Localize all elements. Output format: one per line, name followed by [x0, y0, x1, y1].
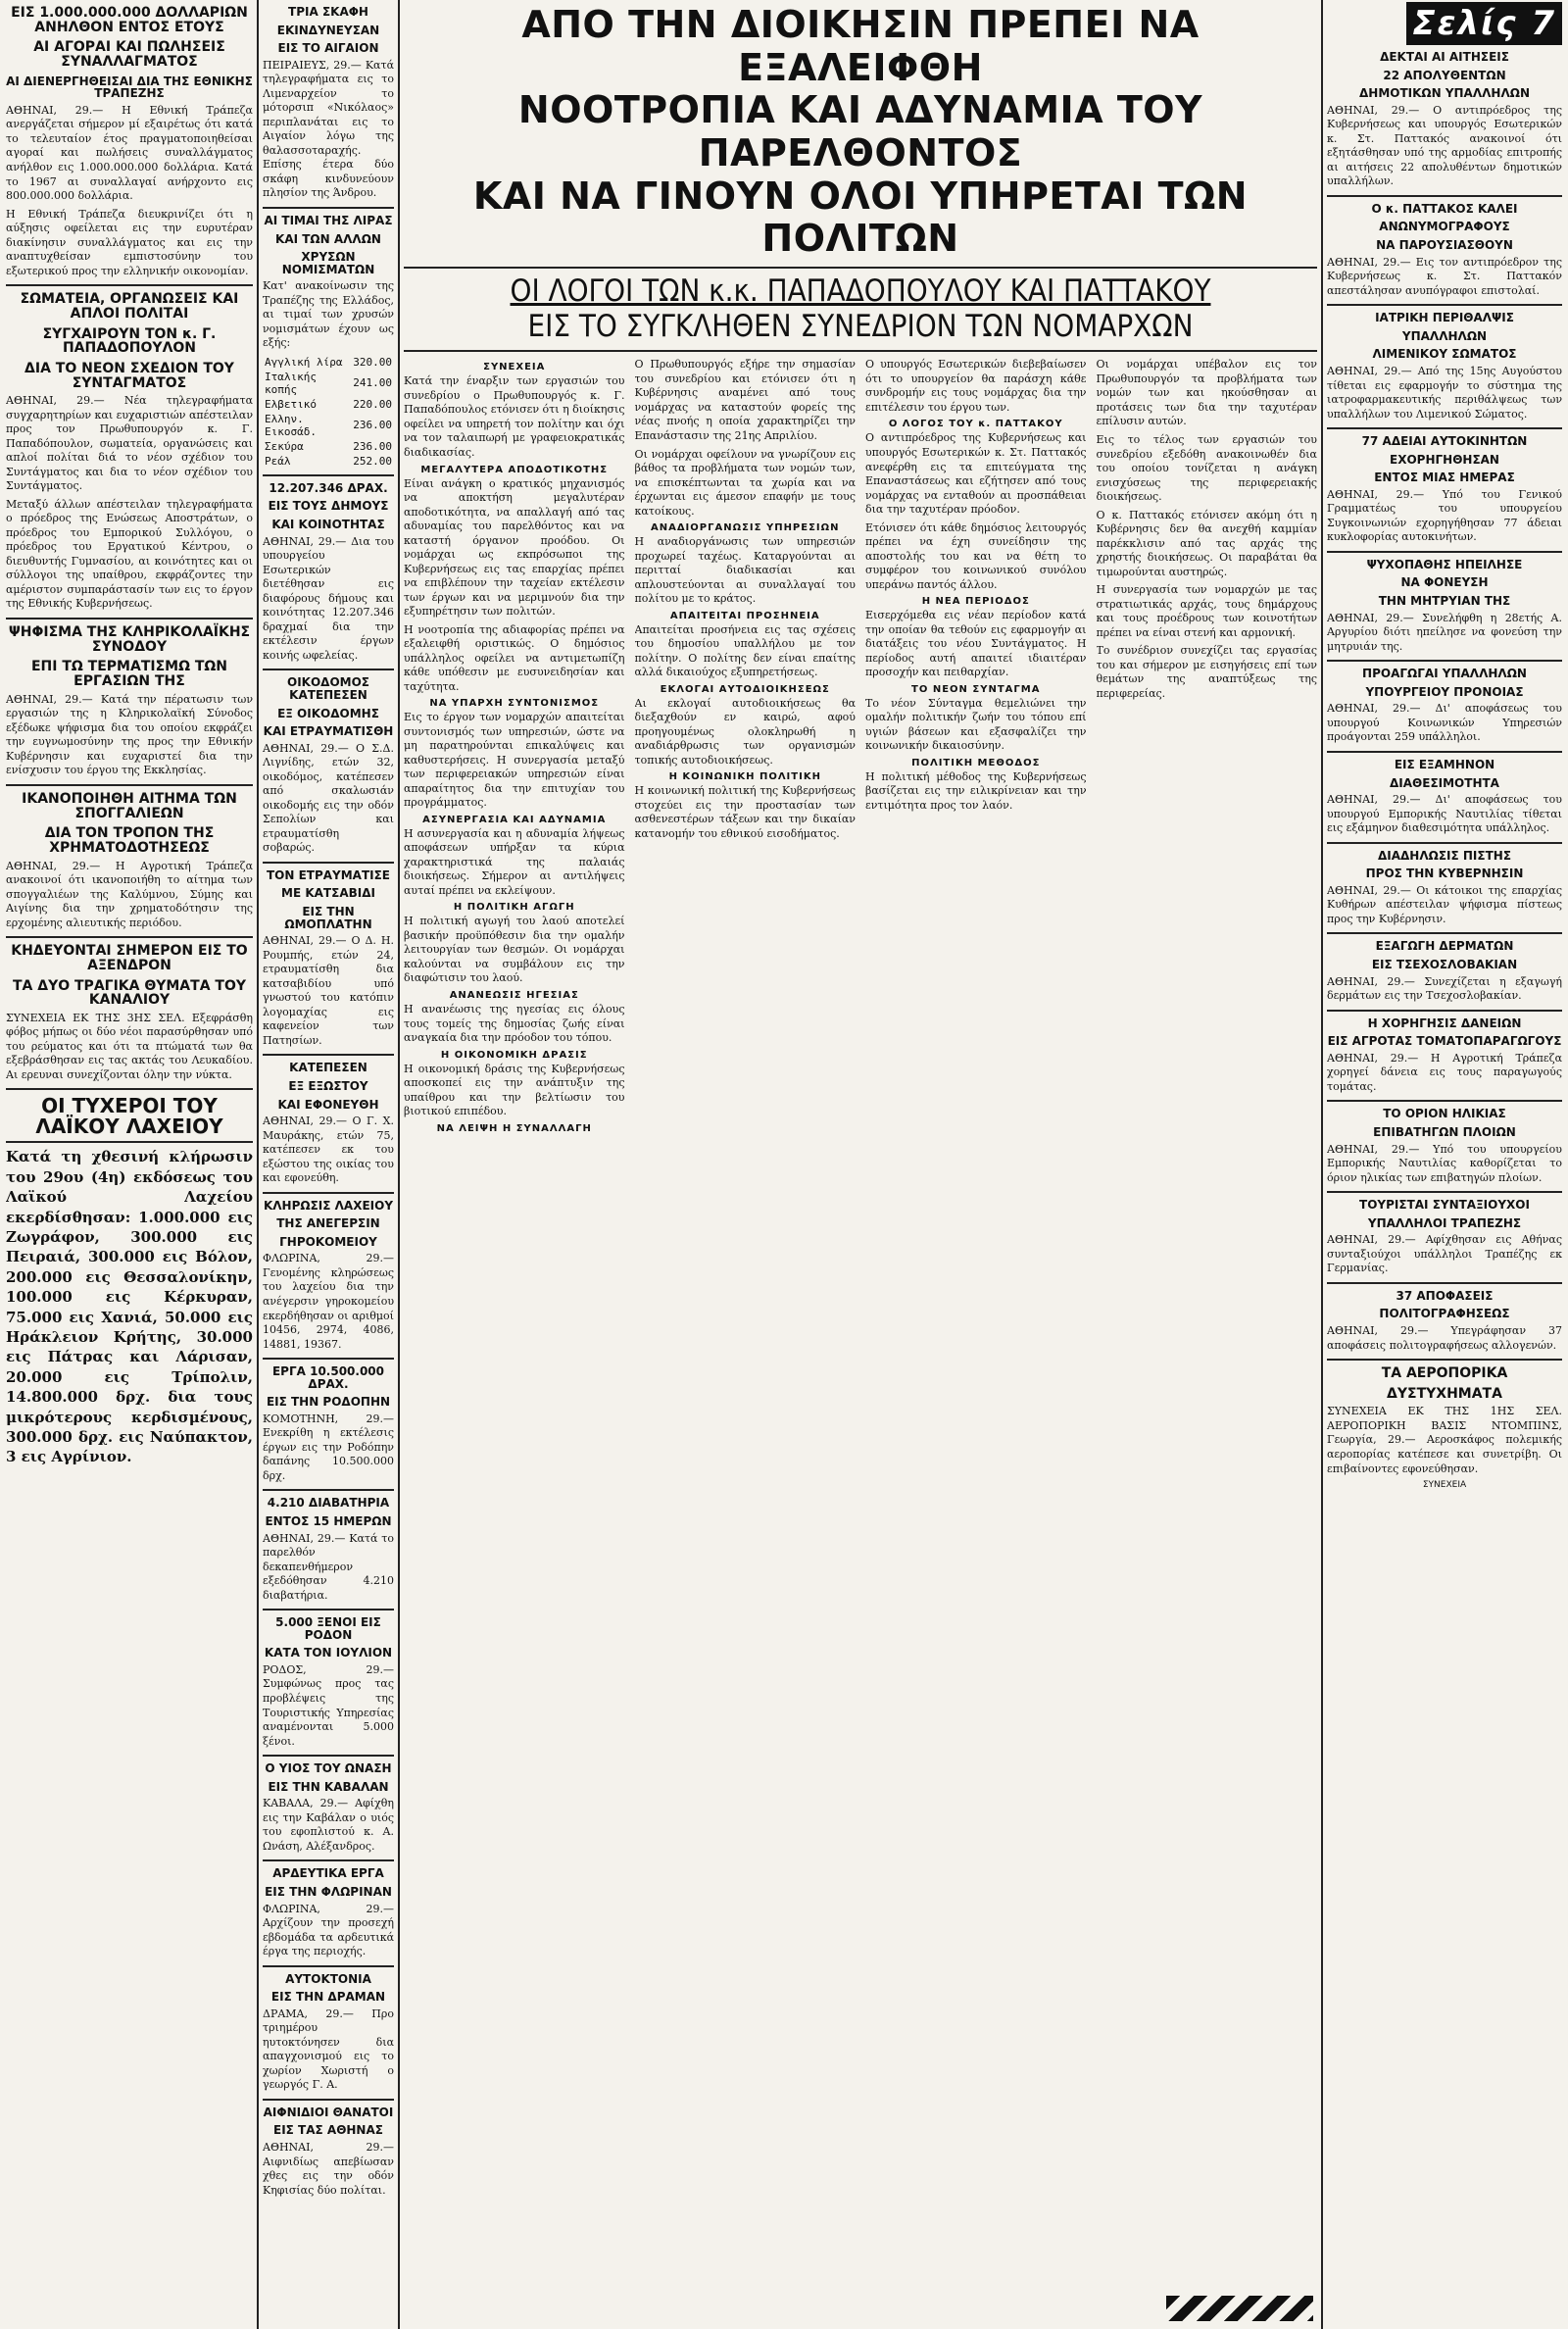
headline-municipal-c: ΚΑΙ ΚΟΙΝΟΤΗΤΑΣ — [271, 518, 385, 532]
gold-coin-price: 220.00 — [353, 397, 392, 411]
headline-tourists-a: ΤΟΥΡΙΣΤΑΙ ΣΥΝΤΑΞΙΟΥΧΟΙ — [1359, 1198, 1530, 1213]
headline-unions-c: ΔΙΑ ΤΟ ΝΕΟΝ ΣΧΕΔΙΟΝ ΤΟΥ ΣΥΝΤΑΓΜΑΤΟΣ — [24, 360, 234, 391]
article-dismissed: ΑΘΗΝΑΙ, 29.— Ο αντιπρόεδρος της Κυβερνήσεως και υπουργός Εσωτερικών κ. Στ. Παττακός ανακοινοί ότι εξητάσθησαν υπό της αρμοδίας επιτροπής αι αιτήσεις 22 απολυθέντων δημοτικών υπαλλήλων. — [1327, 103, 1562, 188]
headline-suspension-b: ΔΙΑΘΕΣΙΜΟΤΗΤΑ — [1390, 775, 1499, 790]
lead-col-2: Ο Πρωθυπουργός εξήρε την σημασίαν του συνεδρίου και ετόνισεν ότι η Κυβέρνησις αναμένει από τους νομάρχας να καταστούν φορείς της νέας πνοής η οποία χαρακτηρίζει την Επανάστασιν της 21ης Απριλίου. Οι νομάρχαι οφείλουν να γνωρίζουν εις βάθος τα προβλήματα των νομών των, να επισκέπτωνται τα χωρία και να έρχωνται εις άμεσον επαφήν με τους κατοίκους. ΑΝΑΔΙΟΡΓΑΝΩΣΙΣ ΥΠΗΡΕΣΙΩΝ Η αναδιοργάνωσις των υπηρεσιών προχωρεί ταχέως. Καταργούνται αι περιτταί διαδικασίαι και απλουστεύονται αι συναλλαγαί του πολίτου με το κράτος. ΑΠΑΙΤΕΙΤΑΙ ΠΡΟΣΗΝΕΙΑ Απαιτείται προσήνεια εις τας σχέσεις του δημοσίου υπαλλήλου με τον πολίτην. Ο πολίτης δεν είναι επαίτης αλλά δικαιούχος εξυπηρετήσεως. ΕΚΛΟΓΑΙ ΑΥΤΟΔΙΟΙΚΗΣΕΩΣ Αι εκλογαί αυτοδιοικήσεως θα διεξαχθούν εν καιρώ, αφού προηγουμένως ολοκληρωθή η αναδιάρθρωσις των οργανισμών τοπικής αυτοδιοικήσεως. Η ΚΟΙΝΩΝΙΚΗ ΠΟΛΙΤΙΚΗ Η κοινωνική πολιτική της Κυβερνήσεως στοχεύει εις την προστασίαν των ασθενεστέρων τάξεων και την δικαίαν κατανομήν του εθνικού εισοδήματος. — [634, 358, 856, 840]
headline-onassis-b: ΕΙΣ ΤΗΝ ΚΑΒΑΛΑΝ — [268, 1779, 389, 1794]
gold-coin-name: Σεκύρα — [265, 439, 304, 453]
headline-balcony-c: ΚΑΙ ΕΦΟΝΕΥΘΗ — [277, 1097, 379, 1112]
gold-coin-price: 252.00 — [353, 454, 392, 468]
headline-naturalisation-a: 37 ΑΠΟΦΑΣΕΙΣ — [1396, 1288, 1494, 1303]
headline-naturalisation-b: ΠΟΛΙΤΟΓΡΑΦΗΣΕΩΣ — [1379, 1307, 1510, 1321]
lead-col-3: Ο υπουργός Εσωτερικών διεβεβαίωσεν ότι το υπουργείον θα παράσχη κάθε συνδρομήν εις τους νομάρχας δια την επιτέλεσιν του έργου των. Ο ΛΟΓΟΣ ΤΟΥ κ. ΠΑΤΤΑΚΟΥ Ο αντιπρόεδρος της Κυβερνήσεως και υπουργός Εσωτερικών κ. Στ. Παττακός ανεφέρθη εις τα επιτεύγματα της Επαναστάσεως και εζήτησεν από τους νομάρχας να ενταθούν αι προσπάθειαι δια την ταχυτέραν πρόοδον. Ετόνισεν ότι κάθε δημόσιος λειτουργός πρέπει να έχη συνείδησιν της αποστολής του και να θέτη το συμφέρον του κοινωνικού συνόλου υπεράνω παντός άλλου. Η ΝΕΑ ΠΕΡΙΟΔΟΣ Εισερχόμεθα εις νέαν περίοδον κατά την οποίαν θα τεθούν εις εφαρμογήν αι διατάξεις του νέου Συντάγματος. Η περίοδος αυτή απαιτεί ιδιαιτέραν προσοχήν και πειθαρχίαν. ΤΟ ΝΕΟΝ ΣΥΝΤΑΓΜΑ Το νέον Σύνταγμα θεμελιώνει την ομαλήν πολιτικήν ζωήν του τόπου επί υγιών βάσεων και εξασφαλίζει την κοινωνικήν δικαιοσύνην. ΠΟΛΙΤΙΚΗ ΜΕΘΟΔΟΣ Η πολιτική μέθοδος της Κυβερνήσεως βασίζεται εις την ειλικρίνειαν και την εντιμότητα προς τον λαόν. — [865, 358, 1087, 812]
headline-unions-b: ΣΥΓΧΑΙΡΟΥΝ ΤΟΝ κ. Γ. ΠΑΠΑΔΟΠΟΥΛΟΝ — [42, 325, 217, 357]
headline-municipal-a: 12.207.346 ΔΡΑΧ. — [269, 480, 388, 495]
headline-builder-a: ΟΙΚΟΔΟΜΟΣ ΚΑΤΕΠΕΣΕΝ — [287, 675, 369, 702]
gold-coin-name: Αγγλική λίρα — [265, 355, 343, 369]
left-column — [6, 0, 253, 2329]
gold-coin-price: 236.00 — [353, 419, 392, 432]
headline-air-accidents-a: ΤΑ ΑΕΡΟΠΟΡΙΚΑ — [1381, 1365, 1508, 1382]
decorative-footer-band — [1166, 2296, 1313, 2321]
headline-synod-b: ΕΠΙ ΤΩ ΤΕΡΜΑΤΙΣΜΩ ΤΩΝ ΕΡΓΑΣΙΩΝ ΤΗΣ — [30, 659, 228, 690]
article-balcony: ΑΘΗΝΑΙ, 29.— Ο Γ. Χ. Μαυράκης, ετών 75, κατέπεσεν εκ του εξώστου της οικίας του και εφονεύθη. — [263, 1115, 394, 1185]
headline-passports-b: ΕΝΤΟΣ 15 ΗΜΕΡΩΝ — [265, 1514, 392, 1529]
headline-dollars-b: ΑΙ ΑΓΟΡΑΙ ΚΑΙ ΠΩΛΗΣΕΙΣ ΣΥΝΑΛΛΑΓΜΑΤΟΣ — [33, 39, 225, 71]
article-passports: ΑΘΗΝΑΙ, 29.— Κατά το παρελθόν δεκαπενθήμερον εξεδόθησαν 4.210 διαβατήρια. — [263, 1531, 394, 1602]
headline-psychopath-a: ΨΥΧΟΠΑΘΗΣ ΗΠΕΙΛΗΣΕ — [1366, 557, 1523, 571]
article-naturalisation: ΑΘΗΝΑΙ, 29.— Υπεγράφησαν 37 αποφάσεις πολιτογραφήσεως αλλογενών. — [1327, 1324, 1562, 1352]
article-sponges: ΑΘΗΝΑΙ, 29.— Η Αγροτική Τράπεζα ανακοινοί ότι ικανοποιήθη το αίτημα των σπογγαλιέων της Καλύμνου, Σύμης και Αιγίνης δια την χρηματοδότησιν της ερχομένης αλιευτικής περιόδου. — [6, 859, 253, 929]
article-screwdriver: ΑΘΗΝΑΙ, 29.— Ο Δ. Η. Ρουμπής, ετών 24, ετραυματίσθη δια κατσαβιδίου υπό γνωστού του κατόπιν λογομαχίας εις καφενείον των Πατησίων. — [263, 934, 394, 1047]
headline-balcony-b: ΕΞ ΕΞΩΣΤΟΥ — [288, 1078, 368, 1093]
headline-passports-a: 4.210 ΔΙΑΒΑΤΗΡΙΑ — [267, 1496, 390, 1511]
headline-lottery: ΟΙ ΤΥΧΕΡΟΙ ΤΟΥ ΛΑΪΚΟΥ ΛΑΧΕΙΟΥ — [6, 1096, 253, 1143]
article-ship-age: ΑΘΗΝΑΙ, 29.— Υπό του υπουργείου Εμπορικής Ναυτιλίας καθορίζεται το όριον ηλικίας των επιβατηγών πλοίων. — [1327, 1142, 1562, 1184]
headline-sponges-a: ΙΚΑΝΟΠΟΙΗΘΗ ΑΙΤΗΜΑ ΤΩΝ ΣΠΟΓΓΑΛΙΕΩΝ — [22, 790, 237, 821]
article-unions-p2: Μεταξύ άλλων απέστειλαν τηλεγραφήματα ο πρόεδρος της Ενώσεως Αποστράτων, ο πρόεδρος του Εμπορικού Συλλόγου, ο πρόεδρος του Εργατικού Κέντρου, ο διευθυντής Γυμνασίου, αι κοινότητες και οι σύλλογοι της υπαίθρου, εκφράζοντες την αμέριστον συμπαράστασίν των εις το έργον της Εθνικής Κυβερνήσεως. — [6, 497, 253, 611]
article-dollars-p1: ΑΘΗΝΑΙ, 29.— Η Εθνική Τράπεζα ανεργάζεται σήμερον μί εξαιρέτως ότι κατά το τελευταίον έτος πραγματοποιηθείσαι αγοραί και πωλήσεις συναλλάγματος ανήλθον εις 1.000.000.000 δολλάρια. Κατά το 1967 αι συναλλαγαί ανήρχοντο εις 800.000.000 δολλάρια. — [6, 103, 253, 203]
headline-lottery-draw-b: ΤΗΣ ΑΝΕΓΕΡΣΙΝ — [276, 1216, 380, 1231]
lead-section-8: ΑΠΑΙΤΕΙΤΑΙ ΠΡΟΣΗΝΕΙΑ — [669, 610, 820, 621]
article-medical: ΑΘΗΝΑΙ, 29.— Από της 15ης Αυγούστου τίθεται εις εφαρμογήν το σύστημα της ιατροφαρμακευτικής περιθάλψεως των υπαλλήλων του Λιμενικού Σώματος. — [1327, 364, 1562, 421]
gold-row — [263, 370, 394, 397]
headline-dollars-c: ΑΙ ΔΙΕΝΕΡΓΗΘΕΙΣΑΙ ΔΙΑ ΤΗΣ ΕΘΝΙΚΗΣ ΤΡΑΠΕΖΗΣ — [6, 74, 253, 101]
gold-coin-name: Ιταλικής κοπής — [265, 370, 317, 396]
headline-licences-a: 77 ΑΔΕΙΑΙ ΑΥΤΟΚΙΝΗΤΩΝ — [1361, 434, 1528, 449]
headline-irrigation-b: ΕΙΣ ΤΗΝ ΦΛΩΡΙΝΑΝ — [265, 1884, 392, 1899]
lead-section-3: ΑΣΥΝΕΡΓΑΣΙΑ ΚΑΙ ΑΔΥΝΑΜΙΑ — [422, 814, 607, 825]
headline-loyalty-b: ΠΡΟΣ ΤΗΝ ΚΥΒΕΡΝΗΣΙΝ — [1365, 867, 1524, 881]
headline-screwdriver-c: ΕΙΣ ΤΗΝ ΩΜΟΠΛΑΤΗΝ — [284, 905, 372, 931]
gold-row — [263, 355, 394, 370]
headline-gold-a: ΑΙ ΤΙΜΑΙ ΤΗΣ ΛΙΡΑΣ — [264, 213, 393, 227]
article-synod: ΑΘΗΝΑΙ, 29.— Κατά την πέρατωσιν των εργασιών της η Κληρικολαϊκή Σύνοδος εξέδωκε ψήφισμα δια του οποίου εκφράζει την ευγνωμοσύνην της προς την Εθνικήν Κυβέρνησιν και ευχαριστεί δια την ενίσχυσιν του έργου της Εκκλησίας. — [6, 692, 253, 777]
headline-leather-b: ΕΙΣ ΤΣΕΧΟΣΛΟΒΑΚΙΑΝ — [1371, 958, 1518, 972]
article-lottery-draw: ΦΛΩΡΙΝΑ, 29.— Γενομένης κληρώσεως του λαχείου δια την ανέγερσιν γηροκομείου εκερδήθησαν οι αριθμοί 10456, 2974, 4086, 14881, 19367. — [263, 1252, 394, 1351]
article-irrigation: ΦΛΩΡΙΝΑ, 29.— Αρχίζουν την προσεχή εβδομάδα τα αρδευτικά έργα της περιοχής. — [263, 1902, 394, 1958]
headline-psychopath-c: ΤΗΝ ΜΗΤΡΥΙΑΝ ΤΗΣ — [1378, 594, 1511, 609]
headline-dollars-a: ΕΙΣ 1.000.000.000 ΔΟΛΛΑΡΙΩΝ ΑΝΗΛΘΟΝ ΕΝΤΟΣ ΕΤΟΥΣ — [11, 5, 248, 35]
article-ships: ΠΕΙΡΑΙΕΥΣ, 29.— Κατά τηλεγραφήματα εις το Λιμεναρχείον το μότορσιπ «Νικόλαος» περιπλανάται εις το Αιγαίον λόγω της θαλασσοταραχής. Επίσης έτερα δύο σκάφη κινδυνεύουν πλησίον της Άνδρου. — [263, 58, 394, 200]
article-municipal: ΑΘΗΝΑΙ, 29.— Δια του υπουργείου Εσωτερικών διετέθησαν εις διαφόρους δήμους και κοινότητας 12.207.346 δραχμαί δια την εκτέλεσιν έργων κοινής ωφελείας. — [263, 534, 394, 662]
article-gold: Κατ' ανακοίνωσιν της Τραπέζης της Ελλάδος, αι τιμαί των χρυσών νομισμάτων έχουν ως εξής: — [263, 279, 394, 350]
headline-drama-b: ΕΙΣ ΤΗΝ ΔΡΑΜΑΝ — [270, 1990, 386, 2005]
article-air-accidents: ΣΥΝΕΧΕΙΑ ΕΚ ΤΗΣ 1ΗΣ ΣΕΛ. ΑΕΡΟΠΟΡΙΚΗ ΒΑΣΙΣ ΝΤΟΜΠΙΝΣ, Γεωργία, 29.— Αεροσκάφος πολεμικής αεροπορίας κατέπεσε και συνετρίβη. Οι επιβαίνοντες εφονεύθησαν. — [1327, 1405, 1562, 1475]
headline-balcony-a: ΚΑΤΕΠΕΣΕΝ — [289, 1061, 368, 1075]
article-drama: ΔΡΑΜΑ, 29.— Προ τριημέρου ηυτοκτόνησεν δια απαγχονισμού εις το χωρίον Χωριστή ο γεωργός Γ. Α. — [263, 2007, 394, 2092]
headline-dismissed-c: ΔΗΜΟΤΙΚΩΝ ΥΠΑΛΛΗΛΩΝ — [1358, 86, 1530, 101]
headline-gold-b: ΚΑΙ ΤΩΝ ΑΛΛΩΝ — [275, 231, 381, 246]
headline-rhodes-a: 5.000 ΞΕΝΟΙ ΕΙΣ ΡΟΔΟΝ — [275, 1615, 381, 1642]
lead-section-9: ΕΚΛΟΓΑΙ ΑΥΤΟΔΙΟΙΚΗΣΕΩΣ — [660, 683, 830, 695]
article-unions-p1: ΑΘΗΝΑΙ, 29.— Νέα τηλεγραφήματα συγχαρητηρίων και ευχαριστιών απέστειλαν προς τον Πρωθυπουργόν κ. Γ. Παπαδόπουλον, σωματεία, οργανώσεις και απλοί πολίται διά το νέον σχέδιον του Συντάγματος και δια το νέον σχέδιον του Συντάγματος. — [6, 394, 253, 493]
lead-section-7: ΑΝΑΔΙΟΡΓΑΝΩΣΙΣ ΥΠΗΡΕΣΙΩΝ — [650, 522, 840, 534]
headline-ships-b: ΕΚΙΝΔΥΝΕΥΣΑΝ — [276, 23, 380, 37]
article-builder: ΑΘΗΝΑΙ, 29.— Ο Σ.Δ. Λιγνίδης, ετών 32, οικοδόμος, κατέπεσεν από σκαλωσιάν οικοδομής εις την οδόν Σεπολίων και ετραυματίσθη σοβαρώς. — [263, 741, 394, 855]
gold-coin-price: 241.00 — [353, 376, 392, 390]
headline-onassis-a: Ο ΥΙΟΣ ΤΟΥ ΩΝΑΣΗ — [265, 1761, 392, 1776]
headline-anonymous-c: ΝΑ ΠΑΡΟΥΣΙΑΣΘΟΥΝ — [1376, 238, 1513, 253]
headline-anonymous-a: Ο κ. ΠΑΤΤΑΚΟΣ ΚΑΛΕΙ — [1371, 201, 1518, 216]
headline-tourists-b: ΥΠΑΛΛΗΛΟΙ ΤΡΑΠΕΖΗΣ — [1367, 1215, 1522, 1230]
gold-coin-name: Ρεάλ — [265, 454, 291, 468]
headline-rhodes-b: ΚΑΤΑ ΤΟΝ ΙΟΥΛΙΟΝ — [264, 1646, 393, 1660]
gold-coin-price: 236.00 — [353, 439, 392, 453]
briefs-column — [263, 0, 394, 2329]
lead-subhead-line1: ΟΙ ΛΟΓΟΙ ΤΩΝ κ.κ. ΠΑΠΑΔΟΠΟΥΛΟΥ ΚΑΙ ΠΑΤΤΑΚΟΥ — [510, 273, 1211, 310]
lead-section-2: ΝΑ ΥΠΑΡΧΗ ΣΥΝΤΟΝΙΣΜΟΣ — [429, 698, 600, 710]
headline-screwdriver-a: ΤΟΝ ΕΤΡΑΥΜΑΤΙΣΕ — [266, 867, 391, 882]
headline-lottery-draw-a: ΚΛΗΡΩΣΙΣ ΛΑΧΕΙΟΥ — [263, 1198, 394, 1213]
lead-section-10: Η ΚΟΙΝΩΝΙΚΗ ΠΟΛΙΤΙΚΗ — [668, 771, 821, 783]
headline-lottery-draw-c: ΓΗΡΟΚΟΜΕΙΟΥ — [279, 1234, 377, 1249]
article-loans: ΑΘΗΝΑΙ, 29.— Η Αγροτική Τράπεζα χορηγεί δάνεια εις τους παραγωγούς τομάτας. — [1327, 1051, 1562, 1093]
lead-section-14: ΠΟΛΙΤΙΚΗ ΜΕΘΟΔΟΣ — [911, 757, 1041, 768]
headline-sponges-b: ΔΙΑ ΤΟΝ ΤΡΟΠΟΝ ΤΗΣ ΧΡΗΜΑΤΟΔΟΤΗΣΕΩΣ — [44, 825, 215, 856]
headline-air-accidents-b: ΔΥΣΤΥΧΗΜΑΤΑ — [1387, 1385, 1502, 1402]
headline-deaths-a: ΑΙΦΝΙΔΙΟΙ ΘΑΝΑΤΟΙ — [263, 2105, 394, 2119]
headline-medical-b: ΥΠΑΛΛΗΛΩΝ — [1401, 328, 1488, 343]
headline-irrigation-a: ΑΡΔΕΥΤΙΚΑ ΕΡΓΑ — [272, 1866, 384, 1881]
right-column — [1327, 0, 1562, 2329]
lead-section-1: ΜΕΓΑΛΥΤΕΡΑ ΑΠΟΔΟΤΙΚΟΤΗΣ — [420, 464, 609, 475]
article-funeral: ΣΥΝΕΧΕΙΑ ΕΚ ΤΗΣ 3ΗΣ ΣΕΛ. Εξεφράσθη φόβος μήπως οι δύο νέοι παρασύρθησαν υπό του ρεύματος και ότι τα πτώματά των θα εξεβράσθησαν εις τας ακτάς του Λευκαδίου. Αι ερευναι συνεχίζονται όλην την νύκτα. — [6, 1011, 253, 1081]
page-number-masthead: Σελίς 7 — [1406, 2, 1562, 45]
gold-row — [263, 454, 394, 469]
headline-dismissed-b: 22 ΑΠΟΛΥΘΕΝΤΩΝ — [1383, 68, 1506, 82]
headline-ships-a: ΤΡΙΑ ΣΚΑΦΗ — [288, 5, 368, 19]
headline-ship-age-a: ΤΟ ΟΡΙΟΝ ΗΛΙΚΙΑΣ — [1383, 1107, 1506, 1121]
article-loyalty: ΑΘΗΝΑΙ, 29.— Οι κάτοικοι της επαρχίας Κυθήρων απέστειλαν ψήφισμα πίστεως προς την Κυβέρνησιν. — [1327, 883, 1562, 925]
article-leather: ΑΘΗΝΑΙ, 29.— Συνεχίζεται η εξαγωγή δερμάτων εις την Τσεχοσλοβακίαν. — [1327, 974, 1562, 1003]
headline-anonymous-b: ΑΝΩΝΥΜΟΓΡΑΦΟΥΣ — [1379, 220, 1510, 234]
lead-body — [404, 358, 1317, 2329]
article-rhodes: ΡΟΔΟΣ, 29.— Συμφώνως προς τας προβλέψεις της Τουριστικής Υπηρεσίας αναμένονται 5.000 ξένοι. — [263, 1662, 394, 1748]
headline-ships-c: ΕΙΣ ΤΟ ΑΙΓΑΙΟΝ — [277, 41, 379, 56]
gold-price-table — [263, 355, 394, 469]
lead-kicker: ΣΥΝΕΧΕΙΑ — [483, 362, 546, 373]
article-dollars-p2: Η Εθνική Τράπεζα διευκρινίζει ότι η αύξησις οφείλεται εις την ευρυτέραν διακίνησιν συναλλάγματος και εις την αναπτυχθείσαν εμπιστοσύνην του εξωτερικού προς την ελληνικήν οικονομίαν. — [6, 207, 253, 277]
lead-section-12: Η ΝΕΑ ΠΕΡΙΟΔΟΣ — [921, 596, 1030, 608]
lead-section-11: Ο ΛΟΓΟΣ ΤΟΥ κ. ΠΑΤΤΑΚΟΥ — [888, 419, 1063, 430]
headline-ship-age-b: ΕΠΙΒΑΤΗΓΩΝ ΠΛΟΙΩΝ — [1373, 1124, 1516, 1139]
article-promotions: ΑΘΗΝΑΙ, 29.— Δι' αποφάσεως του υπουργού Κοινωνικών Υπηρεσιών προάγονται 259 υπάλληλοι. — [1327, 702, 1562, 744]
article-tourists: ΑΘΗΝΑΙ, 29.— Αφίχθησαν εις Αθήνας συνταξιούχοι υπάλληλοι Τραπέζης εκ Γερμανίας. — [1327, 1233, 1562, 1275]
headline-drama-a: ΑΥΤΟΚΤΟΝΙΑ — [285, 1971, 371, 1986]
continuation-label: ΣΥΝΕΧΕΙΑ — [1422, 1480, 1467, 1491]
headline-medical-a: ΙΑΤΡΙΚΗ ΠΕΡΙΘΑΛΨΙΣ — [1375, 311, 1514, 325]
gold-coin-name: Ελβετικό — [265, 397, 317, 411]
article-psychopath: ΑΘΗΝΑΙ, 29.— Συνελήφθη η 28ετής Α. Αργυρίου διότι ηπείλησε να φονεύση την μητρυιάν της. — [1327, 611, 1562, 653]
headline-gold-c: ΧΡΥΣΩΝ ΝΟΜΙΣΜΑΤΩΝ — [281, 250, 375, 276]
headline-funeral-b: ΤΑ ΔΥΟ ΤΡΑΓΙΚΑ ΘΥΜΑΤΑ ΤΟΥ ΚΑΝΑΛΙΟΥ — [13, 977, 246, 1009]
lead-col-4: Οι νομάρχαι υπέβαλον εις τον Πρωθυπουργόν τα προβλήματα των νομών των και ηκούσθησαν αι προτάσεις των δια την ταχυτέραν επίλυσιν αυτών. Εις το τέλος των εργασιών του συνεδρίου εξεδόθη ανακοινωθέν δια του οποίου τονίζεται η ανάγκη ενισχύσεως της περιφερειακής διοικήσεως. Ο κ. Παττακός ετόνισεν ακόμη ότι η Κυβέρνησις δεν θα ανεχθή καμμίαν παρέκκλισιν από τας αρχάς της χρηστής διοικήσεως. Οι παραβάται θα τιμωρούνται αυστηρώς. Η συνεργασία των νομαρχών με τας στρατιωτικάς αρχάς, τους δημάρχους και τους προέδρους των κοινοτήτων πρέπει να είναι στενή και αρμονική. Το συνέδριον συνεχίζει τας εργασίας του και σήμερον με εισηγήσεις επί των θεμάτων της αναπτύξεως της περιφερείας. — [1096, 358, 1317, 700]
headline-unions-a: ΣΩΜΑΤΕΙΑ, ΟΡΓΑΝΩΣΕΙΣ ΚΑΙ ΑΠΛΟΙ ΠΟΛΙΤΑΙ — [20, 291, 239, 322]
headline-licences-b: ΕΧΟΡΗΓΗΘΗΣΑΝ — [1390, 452, 1499, 467]
headline-loyalty-a: ΔΙΑΔΗΛΩΣΙΣ ΠΙΣΤΗΣ — [1377, 848, 1512, 863]
lead-headline-line3: ΚΑΙ ΝΑ ΓΙΝΟΥΝ ΟΛΟΙ ΥΠΗΡΕΤΑΙ ΤΩΝ ΠΟΛΙΤΩΝ — [472, 173, 1249, 261]
lead-section-15: ΝΑ ΛΕΙΨΗ Η ΣΥΝΑΛΛΑΓΗ — [436, 1122, 592, 1134]
headline-loans-b: ΕΙΣ ΑΓΡΟΤΑΣ ΤΟΜΑΤΟΠΑΡΑΓΩΓΟΥΣ — [1327, 1034, 1562, 1049]
gold-coin-name: Ελλην. Εικοσάδ. — [265, 412, 317, 438]
gold-row — [263, 439, 394, 454]
headline-funeral-a: ΚΗΔΕΥΟΝΤΑΙ ΣΗΜΕΡΟΝ ΕΙΣ ΤΟ ΑΞΕΝΔΡΟΝ — [11, 943, 248, 973]
lead-story — [404, 0, 1317, 2329]
lead-headline — [404, 4, 1317, 261]
lead-col-1: ΣΥΝΕΧΕΙΑ Κατά την έναρξιν των εργασιών του συνεδρίου ο Πρωθυπουργός κ. Γ. Παπαδόπουλος ετόνισεν ότι η διοίκησις οφείλει να υπηρετή τον πολίτην και όχι να τον ταλαιπωρή με γραφειοκρατικάς διαδικασίας. ΜΕΓΑΛΥΤΕΡΑ ΑΠΟΔΟΤΙΚΟΤΗΣ Είναι ανάγκη ο κρατικός μηχανισμός να αποκτήση μεγαλυτέραν αποδοτικότητα, να απαλλαγή από τας αδυναμίας του παρελθόντος και να καταστή όργανον προόδου. Οι νομάρχαι ως εκπρόσωποι της Κυβερνήσεως εις τας επαρχίας πρέπει να επιβλέπουν την ταχείαν εκτέλεσιν των έργων και να μεριμνούν δια την εξυπηρέτησιν των πολιτών. Η νοοτροπία της αδιαφορίας πρέπει να εξαλειφθή οριστικώς. Ο δημόσιος υπάλληλος οφείλει να αντιμετωπίζη κάθε υπόθεσιν με ευσυνειδησίαν και ταχύτητα. ΝΑ ΥΠΑΡΧΗ ΣΥΝΤΟΝΙΣΜΟΣ Εις το έργον των νομαρχών απαιτείται συντονισμός των υπηρεσιών, ώστε να μη παρατηρούνται επικαλύψεις και καθυστερήσεις. Η συνεργασία μεταξύ των περιφερειακών υπηρεσιών είναι απαραίτητος δια την επιτυχίαν του προγράμματος. ΑΣΥΝΕΡΓΑΣΙΑ ΚΑΙ ΑΔΥΝΑΜΙΑ Η ασυνεργασία και η αδυναμία λήψεως αποφάσεων υπήρξαν τα κύρια χαρακτηριστικά της παλαιάς διοικήσεως. Σήμερον αι αντιλήψεις αυταί πρέπει να εκλείψουν. Η ΠΟΛΙΤΙΚΗ ΑΓΩΓΗ Η πολιτική αγωγή του λαού αποτελεί βασικήν προϋπόθεσιν δια την ομαλήν λειτουργίαν των θεσμών. Οι νομάρχαι καλούνται να συμβάλουν εις την διαφώτισιν του λαού. ΑΝΑΝΕΩΣΙΣ ΗΓΕΣΙΑΣ Η ανανέωσις της ηγεσίας εις όλους τους τομείς της δημοσίας ζωής είναι αναγκαία δια την πρόοδον του τόπου. Η ΟΙΚΟΝΟΜΙΚΗ ΔΡΑΣΙΣ Η οικονομική δράσις της Κυβερνήσεως αποσκοπεί εις την ανάπτυξιν της υπαίθρου και την βελτίωσιν του βιοτικού επιπέδου. ΝΑ ΛΕΙΨΗ Η ΣΥΝΑΛΛΑΓΗ — [404, 362, 625, 1134]
article-suspension: ΑΘΗΝΑΙ, 29.— Δι' αποφάσεως του υπουργού Εμπορικής Ναυτιλίας τίθεται εις εξάμηνον διαθεσιμότητα υπάλληλος. — [1327, 793, 1562, 835]
headline-suspension-a: ΕΙΣ ΕΞΑΜΗΝΟΝ — [1394, 757, 1495, 771]
headline-loans-a: Η ΧΟΡΗΓΗΣΙΣ ΔΑΝΕΙΩΝ — [1367, 1016, 1522, 1030]
headline-screwdriver-b: ΜΕ ΚΑΤΣΑΒΙΔΙ — [281, 886, 375, 901]
gold-row — [263, 412, 394, 439]
headline-builder-b: ΕΞ ΟΙΚΟΔΟΜΗΣ — [277, 706, 379, 720]
headline-promotions-b: ΥΠΟΥΡΓΕΙΟΥ ΠΡΟΝΟΙΑΣ — [1365, 684, 1524, 699]
lead-section-13: ΤΟ ΝΕΟΝ ΣΥΝΤΑΓΜΑ — [911, 683, 1041, 695]
headline-leather-a: ΕΞΑΓΩΓΗ ΔΕΡΜΑΤΩΝ — [1375, 939, 1514, 954]
headline-deaths-b: ΕΙΣ ΤΑΣ ΑΘΗΝΑΣ — [273, 2123, 383, 2138]
article-anonymous: ΑΘΗΝΑΙ, 29.— Εις τον αντιπρόεδρον της Κυβερνήσεως κ. Στ. Παττακόν απεστάλησαν ανυπόγραφοι επιστολαί. — [1327, 255, 1562, 297]
headline-municipal-b: ΕΙΣ ΤΟΥΣ ΔΗΜΟΥΣ — [268, 499, 389, 514]
headline-psychopath-b: ΝΑ ΦΟΝΕΥΣΗ — [1400, 575, 1489, 590]
lead-headline-line1: ΑΠΟ ΤΗΝ ΔΙΟΙΚΗΣΙΝ ΠΡΕΠΕΙ ΝΑ ΕΞΑΛΕΙΦΘΗ — [521, 3, 1200, 89]
lead-section-6: Η ΟΙΚΟΝΟΜΙΚΗ ΔΡΑΣΙΣ — [440, 1049, 588, 1061]
article-onassis: ΚΑΒΑΛΑ, 29.— Αφίχθη εις την Καβάλαν ο υιός του εφοπλιστού κ. Α. Ωνάση, Αλέξανδρος. — [263, 1797, 394, 1853]
headline-medical-c: ΛΙΜΕΝΙΚΟΥ ΣΩΜΑΤΟΣ — [1372, 347, 1517, 362]
headline-rhodope-b: ΕΙΣ ΤΗΝ ΡΟΔΟΠΗΝ — [266, 1395, 391, 1410]
lottery-results: Κατά τη χθεσινή κλήρωσιν του 29ου (4η) εκδόσεως του Λαϊκού Λαχείου εκερδίσθησαν: 1.000.000 εις Ζωγράφον, 300.000 εις Πειραιά, 300.000 εις Βόλον, 200.000 εις Θεσσαλονίκην, 100.000 εις Κέρκυραν, 75.000 εις Χανιά, 50.000 εις Ηράκλειον Κρήτης, 30.000 εις Πάτρας και Λάρισαν, 20.000 εις Τρίπολιν, 14.800.000 δρχ. δια τους μικρότερους κερδισμένους, 300.000 δρχ. εις Ναύπακτον, 3 εις Αγρίνιον. — [6, 1148, 253, 1466]
headline-licences-c: ΕΝΤΟΣ ΜΙΑΣ ΗΜΕΡΑΣ — [1374, 471, 1515, 485]
headline-synod-a: ΨΗΦΙΣΜΑ ΤΗΣ ΚΛΗΡΙΚΟΛΑΪΚΗΣ ΣΥΝΟΔΟΥ — [8, 623, 251, 655]
headline-dismissed-a: ΔΕΚΤΑΙ ΑΙ ΑΙΤΗΣΕΙΣ — [1380, 50, 1509, 64]
lead-subhead-line2: ΕΙΣ ΤΟ ΣΥΓΚΛΗΘΕΝ ΣΥΝΕΔΡΙΟΝ ΤΩΝ ΝΟΜΑΡΧΩΝ — [527, 308, 1194, 344]
gold-coin-price: 320.00 — [353, 355, 392, 369]
article-deaths: ΑΘΗΝΑΙ, 29.— Αιφνιδίως απεβίωσαν χθες εις την οδόν Κηφισίας δύο πολίται. — [263, 2141, 394, 2197]
article-rhodope: ΚΟΜΟΤΗΝΗ, 29.— Ενεκρίθη η εκτέλεσις έργων εις την Ροδόπην δαπάνης 10.500.000 δρχ. — [263, 1412, 394, 1482]
headline-rhodope-a: ΕΡΓΑ 10.500.000 ΔΡΑΧ. — [271, 1364, 385, 1391]
gold-row — [263, 397, 394, 412]
headline-builder-c: ΚΑΙ ΕΤΡΑΥΜΑΤΙΣΘΗ — [263, 724, 394, 739]
lead-section-5: ΑΝΑΝΕΩΣΙΣ ΗΓΕΣΙΑΣ — [449, 990, 579, 1001]
lead-headline-line2: ΝΟΟΤΡΟΠΙΑ ΚΑΙ ΑΔΥΝΑΜΙΑ ΤΟΥ ΠΑΡΕΛΘΟΝΤΟΣ — [517, 88, 1203, 175]
lead-section-4: Η ΠΟΛΙΤΙΚΗ ΑΓΩΓΗ — [453, 902, 575, 914]
article-licences: ΑΘΗΝΑΙ, 29.— Υπό του Γενικού Γραμματέως του υπουργείου Συγκοινωνιών εχορηγήθησαν 77 άδειαι κυκλοφορίας αυτοκινήτων. — [1327, 487, 1562, 544]
headline-promotions-a: ΠΡΟΑΓΩΓΑΙ ΥΠΑΛΛΗΛΩΝ — [1362, 667, 1527, 681]
